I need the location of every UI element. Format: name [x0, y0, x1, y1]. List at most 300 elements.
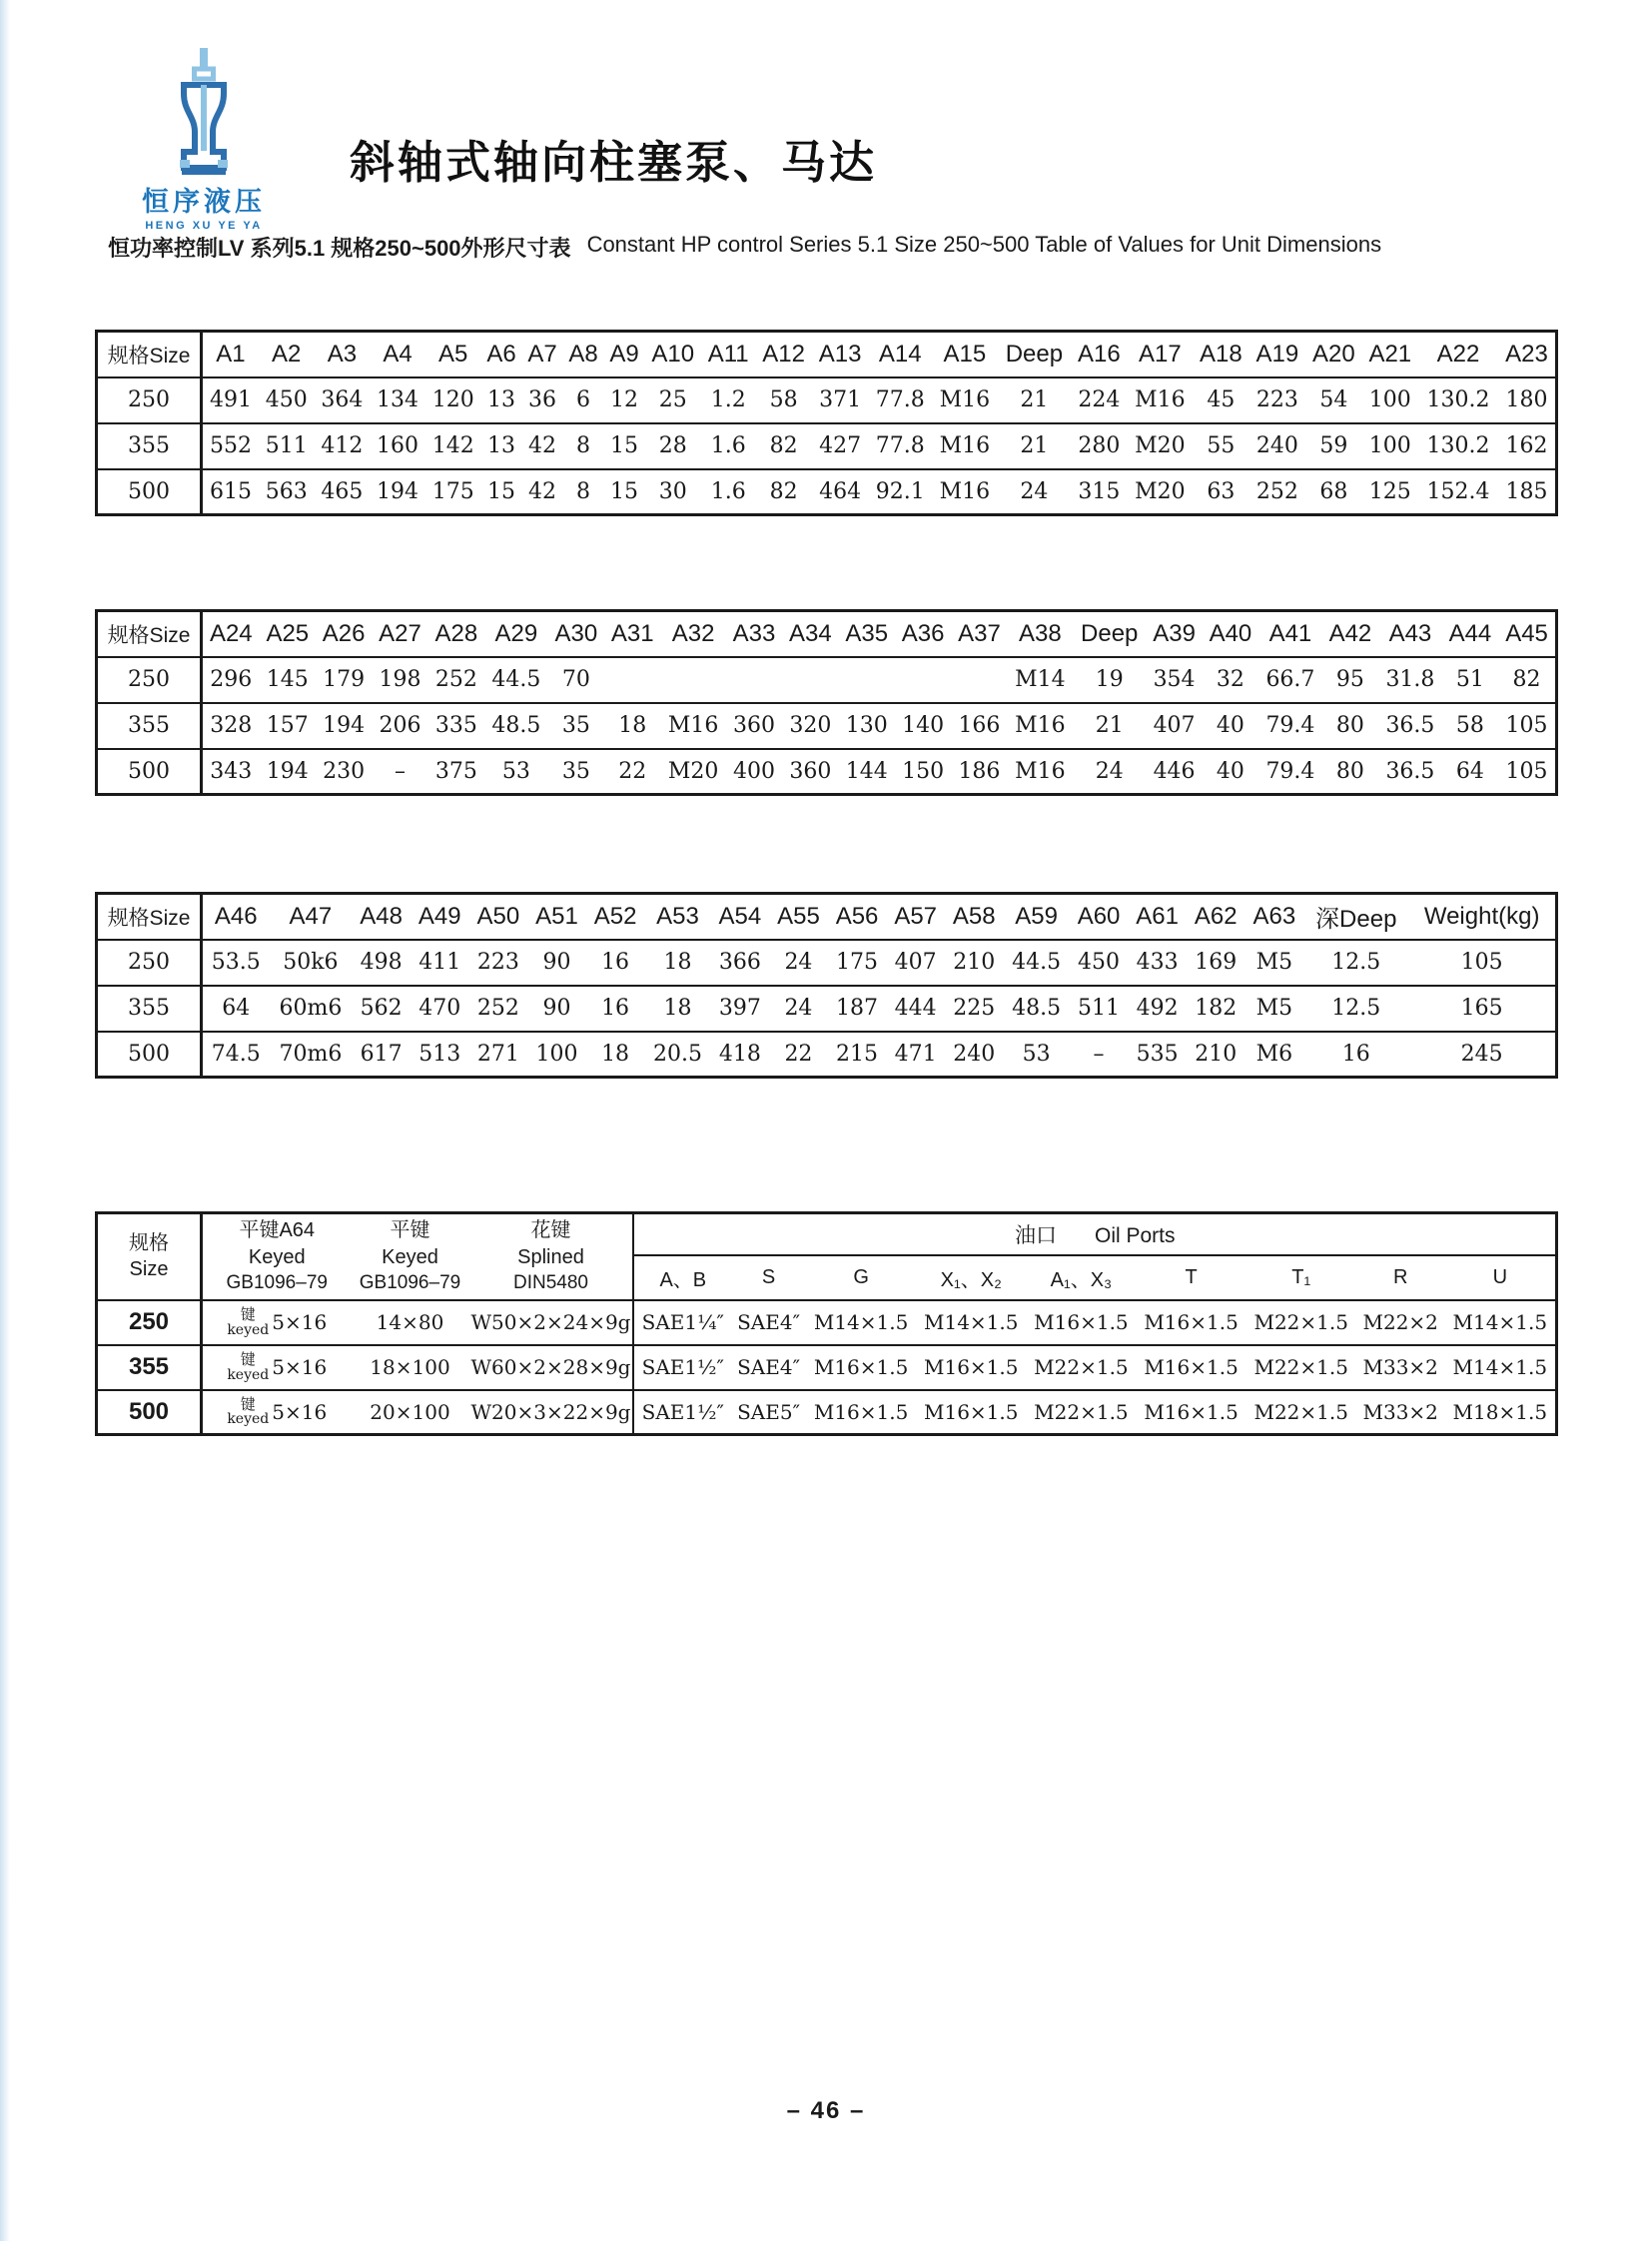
value-cell: 31.8 [1385, 667, 1435, 692]
key-label-stack [227, 1394, 270, 1428]
value-cell: 53 [501, 758, 530, 784]
column-header: A19 [1255, 340, 1299, 368]
header-row-1 [97, 1213, 1557, 1255]
value-cell: 427 [819, 433, 862, 458]
value-cell: 25 [658, 387, 687, 412]
value-cell: 55 [1207, 433, 1236, 458]
value-cell: 58 [1455, 713, 1484, 738]
value-cell: 498 [360, 950, 403, 975]
value-cell: 175 [431, 478, 474, 504]
key-header-std: DIN5480 [512, 1272, 588, 1294]
value-cell: 360 [789, 758, 832, 784]
value-cell: 1.6 [710, 478, 746, 504]
key-header-std: GB1096–79 [226, 1272, 328, 1294]
column-header: A5 [438, 340, 468, 368]
value-cell: 59 [1319, 433, 1348, 458]
keyed-cell: 18×100 [370, 1355, 450, 1379]
column-header: A53 [656, 902, 699, 930]
value-cell: 44.5 [491, 667, 541, 692]
value-cell: M16 [1135, 387, 1186, 412]
value-cell: 16 [601, 950, 630, 975]
value-cell: M16 [939, 433, 991, 458]
value-cell: 240 [953, 1041, 996, 1067]
value-cell: 366 [718, 950, 761, 975]
value-cell: 20.5 [652, 1041, 702, 1067]
value-cell: 48.5 [1012, 996, 1062, 1021]
value-cell: 144 [845, 758, 888, 784]
column-header: Deep [1005, 340, 1064, 368]
value-cell: M16 [667, 713, 719, 738]
port-value-cell: M14×1.5 [813, 1310, 909, 1334]
column-header: A12 [762, 340, 805, 368]
value-cell: 105 [1505, 713, 1548, 738]
value-cell: 450 [1078, 950, 1121, 975]
dimensions-table-3 [95, 892, 1558, 1079]
value-cell: 465 [321, 478, 364, 504]
column-header: A33 [732, 619, 776, 647]
value-cell: 194 [266, 758, 309, 784]
value-cell: 444 [894, 996, 937, 1021]
column-header: A22 [1436, 340, 1480, 368]
value-cell: 79.4 [1265, 758, 1315, 784]
value-cell: 166 [958, 713, 1001, 738]
port-column-header: T [1185, 1265, 1198, 1288]
value-cell: 45 [1207, 387, 1236, 412]
value-cell: 54 [1319, 387, 1348, 412]
column-header: Deep [1081, 619, 1139, 647]
value-cell: 252 [1255, 478, 1298, 504]
value-cell: 82 [769, 433, 798, 458]
port-value-cell: M16×1.5 [813, 1399, 909, 1424]
value-cell: 511 [265, 433, 308, 458]
size-column-header: 规格Size [97, 894, 202, 940]
key-label-stack [227, 1304, 270, 1338]
column-header: A59 [1015, 902, 1058, 930]
value-cell: 21 [1020, 433, 1049, 458]
column-header: A36 [901, 619, 945, 647]
column-header: A45 [1505, 619, 1548, 647]
column-header: A47 [289, 902, 333, 930]
size-column-header [97, 1213, 202, 1300]
value-cell: 19 [1095, 667, 1124, 692]
value-cell: 182 [1195, 996, 1238, 1021]
value-cell: M16 [939, 387, 991, 412]
value-cell: 615 [209, 478, 252, 504]
column-header: A44 [1448, 619, 1492, 647]
value-cell: 100 [1368, 433, 1411, 458]
column-header: A41 [1268, 619, 1312, 647]
key-column-header [469, 1213, 634, 1300]
keyed-cell: 14×80 [376, 1310, 444, 1334]
size-cell: 250 [97, 657, 202, 703]
column-header: A2 [272, 340, 302, 368]
value-cell: 64 [1455, 758, 1484, 784]
value-cell: 82 [769, 478, 798, 504]
value-cell: 470 [418, 996, 461, 1021]
value-cell: 206 [379, 713, 421, 738]
value-cell: 186 [958, 758, 1001, 784]
key-column-header [352, 1213, 469, 1300]
column-header: A38 [1018, 619, 1062, 647]
value-cell: 371 [819, 387, 862, 412]
key-header-en: Splined [517, 1245, 584, 1268]
column-header: A28 [434, 619, 478, 647]
key-column-header [202, 1213, 352, 1300]
value-cell: 90 [542, 950, 571, 975]
value-cell: 24 [784, 950, 813, 975]
size-cell: 250 [97, 940, 202, 986]
value-cell: 225 [953, 996, 996, 1021]
table-row [97, 469, 1557, 515]
port-value-cell: M33×2 [1362, 1399, 1438, 1424]
value-cell: 1.6 [710, 433, 746, 458]
value-cell: 179 [323, 667, 366, 692]
value-cell: 100 [535, 1041, 578, 1067]
key-header-en: Keyed [248, 1245, 306, 1268]
key-prefix-en: keyed [227, 1321, 270, 1338]
value-cell: 271 [476, 1041, 519, 1067]
size-column-header: 规格Size [97, 611, 202, 657]
value-cell: 80 [1335, 713, 1364, 738]
table-row [97, 1345, 1557, 1390]
column-header: 深Deep [1315, 906, 1397, 934]
port-value-cell: M16×1.5 [1144, 1355, 1239, 1379]
oil-ports-header [633, 1213, 1556, 1255]
port-value-cell: M16×1.5 [813, 1355, 909, 1379]
value-cell: 1.2 [710, 387, 746, 412]
value-cell: 18 [601, 1041, 630, 1067]
splined-cell: W50×2×24×9g [469, 1300, 634, 1345]
value-cell: M5 [1255, 996, 1293, 1021]
value-cell: 21 [1095, 713, 1124, 738]
port-column-header: A、B [659, 1268, 707, 1291]
column-header: A52 [593, 902, 637, 930]
port-value-cell: M16×1.5 [924, 1399, 1019, 1424]
column-header: A23 [1505, 340, 1548, 368]
column-header: A49 [417, 902, 461, 930]
column-header: A4 [383, 340, 413, 368]
port-value-cell: M14×1.5 [1452, 1310, 1548, 1334]
value-cell: 42 [528, 478, 557, 504]
value-cell: 24 [784, 996, 813, 1021]
value-cell: 375 [434, 758, 477, 784]
value-cell: 513 [418, 1041, 461, 1067]
value-cell: 95 [1335, 667, 1364, 692]
table-row [97, 703, 1557, 749]
value-cell: 36.5 [1385, 758, 1435, 784]
value-cell: 13 [487, 433, 516, 458]
dim-table-a46-a63 [95, 892, 1558, 1079]
value-cell: 42 [528, 433, 557, 458]
page-number: – 46 – [786, 2097, 866, 2124]
header-row [97, 611, 1557, 657]
key-header-en: Keyed [382, 1245, 438, 1268]
value-cell: 36.5 [1385, 713, 1435, 738]
value-cell: 130.2 [1426, 433, 1490, 458]
value-cell: 15 [487, 478, 516, 504]
value-cell: 16 [1341, 1041, 1370, 1067]
value-cell [951, 657, 1007, 703]
key-label-stack [227, 1349, 270, 1383]
value-cell: 130 [845, 713, 888, 738]
value-cell: 64 [222, 996, 251, 1021]
column-header: A40 [1209, 619, 1252, 647]
keyed-a64-cell [202, 1390, 352, 1435]
value-cell: 240 [1255, 433, 1298, 458]
value-cell: 491 [209, 387, 252, 412]
table-row [97, 749, 1557, 795]
value-cell: 315 [1078, 478, 1121, 504]
value-cell: 411 [418, 950, 461, 975]
value-cell: 198 [379, 667, 421, 692]
dimensions-table-2 [95, 609, 1558, 796]
port-column-header: S [761, 1265, 776, 1288]
hengxu-pump-logo-icon [154, 48, 254, 178]
value-cell: 150 [902, 758, 945, 784]
column-header: A56 [835, 902, 879, 930]
table-row [97, 1300, 1557, 1345]
key-prefix-cn: 键 [240, 1304, 256, 1323]
port-value-cell: SAE1½″ [641, 1355, 724, 1379]
table-row [97, 423, 1557, 469]
subtitle-cn: 恒功率控制LV 系列5.1 规格250~500外形尺寸表 [108, 236, 571, 261]
value-cell: 16 [601, 996, 630, 1021]
value-cell: 157 [266, 713, 309, 738]
value-cell: 60m6 [279, 996, 343, 1021]
value-cell: 40 [1216, 758, 1244, 784]
header-row [97, 332, 1557, 377]
table-row [97, 1032, 1557, 1078]
value-cell: 53 [1022, 1041, 1051, 1067]
value-cell: 12.5 [1331, 996, 1381, 1021]
column-header: A58 [952, 902, 996, 930]
value-cell: 18 [663, 950, 692, 975]
port-value-cell: SAE1¼″ [641, 1310, 724, 1334]
port-value-cell: M16×1.5 [1144, 1399, 1239, 1424]
value-cell [726, 657, 782, 703]
key-header-cn: 花键 [530, 1219, 571, 1242]
value-cell: 562 [360, 996, 403, 1021]
value-cell: 100 [1368, 387, 1411, 412]
value-cell: 105 [1460, 950, 1503, 975]
size-header-cn: 规格 [129, 1232, 169, 1255]
value-cell: 446 [1153, 758, 1196, 784]
column-header: A42 [1328, 619, 1372, 647]
value-cell: 80 [1335, 758, 1364, 784]
value-cell: 28 [658, 433, 687, 458]
column-header: A31 [610, 619, 654, 647]
port-value-cell: M16×1.5 [1144, 1310, 1239, 1334]
value-cell: 35 [561, 713, 590, 738]
value-cell: 48.5 [491, 713, 541, 738]
column-header: A10 [651, 340, 695, 368]
column-header: A50 [476, 902, 520, 930]
subtitle [108, 232, 1566, 263]
column-header: A46 [214, 902, 258, 930]
column-header: A37 [958, 619, 1001, 647]
column-header: A27 [379, 619, 421, 647]
value-cell: 296 [210, 667, 253, 692]
value-cell: 30 [658, 478, 687, 504]
value-cell: 450 [265, 387, 308, 412]
size-cell: 355 [97, 1345, 202, 1390]
value-cell: 407 [894, 950, 937, 975]
column-header: A57 [894, 902, 938, 930]
oil-ports-cn: 油口 [1014, 1223, 1057, 1247]
logo-cn-text: 恒序液压 [142, 187, 266, 217]
value-cell: 617 [360, 1041, 403, 1067]
port-value-cell: SAE4″ [737, 1355, 801, 1379]
value-cell: 563 [265, 478, 308, 504]
port-value-cell: M22×1.5 [1034, 1399, 1129, 1424]
value-cell: M16 [1015, 758, 1066, 784]
value-cell: 90 [542, 996, 571, 1021]
value-cell: 215 [836, 1041, 879, 1067]
value-cell: 51 [1455, 667, 1484, 692]
port-value-cell: SAE5″ [737, 1399, 801, 1424]
value-cell: 175 [836, 950, 879, 975]
value-cell: 252 [476, 996, 519, 1021]
value-cell: 82 [1512, 667, 1541, 692]
value-cell: 58 [769, 387, 798, 412]
port-column-header: R [1392, 1265, 1408, 1288]
column-header: A55 [777, 902, 820, 930]
value-cell: 210 [953, 950, 996, 975]
value-cell: 6 [576, 387, 591, 412]
column-header: A14 [878, 340, 922, 368]
value-cell: 418 [718, 1041, 761, 1067]
value-cell: 165 [1460, 996, 1503, 1021]
column-header: A3 [327, 340, 358, 368]
oil-ports-en: Oil Ports [1094, 1223, 1176, 1247]
column-header: A8 [568, 340, 598, 368]
value-cell [895, 657, 951, 703]
value-cell [839, 657, 895, 703]
size-cell: 250 [97, 377, 202, 423]
port-column-header: A₁、X₃ [1050, 1268, 1113, 1291]
size-header-en: Size [129, 1258, 169, 1281]
value-cell: 412 [321, 433, 364, 458]
value-cell: 335 [434, 713, 477, 738]
header-row [97, 894, 1557, 940]
value-cell: 21 [1020, 387, 1049, 412]
keyed-value: 5×16 [272, 1399, 328, 1424]
port-value-cell: M16×1.5 [1034, 1310, 1129, 1334]
value-cell: 12.5 [1331, 950, 1381, 975]
port-column-header: G [853, 1265, 869, 1288]
value-cell: 180 [1505, 387, 1548, 412]
value-cell: 40 [1216, 713, 1244, 738]
dim-table-a24-a45 [95, 609, 1558, 796]
column-header: A43 [1388, 619, 1432, 647]
value-cell: 53.5 [211, 950, 261, 975]
value-cell: 433 [1136, 950, 1179, 975]
value-cell: M20 [1135, 478, 1186, 504]
value-cell: 120 [431, 387, 474, 412]
column-header: A35 [845, 619, 889, 647]
port-value-cell: M16×1.5 [924, 1355, 1019, 1379]
value-cell: 79.4 [1265, 713, 1315, 738]
column-header: A9 [609, 340, 639, 368]
size-cell: 250 [97, 1300, 202, 1345]
column-header: A29 [494, 619, 538, 647]
column-header: A16 [1078, 340, 1121, 368]
value-cell: 230 [323, 758, 366, 784]
value-cell: 32 [1216, 667, 1244, 692]
value-cell: 24 [1020, 478, 1049, 504]
port-value-cell: M22×2 [1362, 1310, 1438, 1334]
value-cell: 400 [733, 758, 775, 784]
value-cell: 22 [618, 758, 647, 784]
table-row [97, 1390, 1557, 1435]
value-cell: 252 [434, 667, 477, 692]
value-cell: 535 [1136, 1041, 1179, 1067]
value-cell: 397 [718, 996, 761, 1021]
table-row [97, 986, 1557, 1032]
logo [106, 48, 302, 232]
value-cell: 18 [618, 713, 647, 738]
value-cell: 13 [487, 387, 516, 412]
value-cell: 50k6 [283, 950, 339, 975]
value-cell: 280 [1078, 433, 1121, 458]
value-cell: M16 [939, 478, 991, 504]
value-cell [604, 657, 660, 703]
value-cell: – [395, 758, 406, 784]
value-cell: 15 [610, 478, 639, 504]
column-header: A34 [789, 619, 832, 647]
shaft-oil-ports [95, 1211, 1558, 1436]
value-cell: M20 [667, 758, 719, 784]
value-cell: 92.1 [875, 478, 925, 504]
value-cell: 464 [819, 478, 862, 504]
value-cell: M5 [1255, 950, 1293, 975]
logo-en-text: HENG XU YE YA [145, 220, 263, 232]
size-cell: 355 [97, 703, 202, 749]
subtitle-en: Constant HP control Series 5.1 Size 250~500 Table of Values for Unit Dimensions [586, 232, 1382, 257]
value-cell: 223 [1255, 387, 1298, 412]
value-cell: – [1093, 1041, 1105, 1067]
table-row [97, 377, 1557, 423]
value-cell: M14 [1015, 667, 1066, 692]
value-cell: 328 [210, 713, 253, 738]
value-cell: 77.8 [875, 433, 925, 458]
value-cell: 471 [894, 1041, 937, 1067]
value-cell: 68 [1319, 478, 1348, 504]
column-header: A20 [1311, 340, 1355, 368]
keyed-a64-cell [202, 1300, 352, 1345]
port-value-cell: M22×1.5 [1034, 1355, 1129, 1379]
column-header: A25 [266, 619, 310, 647]
value-cell: 35 [561, 758, 590, 784]
value-cell: 320 [789, 713, 832, 738]
port-value-cell: M22×1.5 [1253, 1399, 1348, 1424]
column-header: A51 [535, 902, 578, 930]
size-cell: 355 [97, 423, 202, 469]
value-cell: 145 [266, 667, 309, 692]
keyed-a64-cell [202, 1345, 352, 1390]
value-cell: 8 [576, 433, 591, 458]
column-header: A60 [1077, 902, 1121, 930]
value-cell: 130.2 [1426, 387, 1490, 412]
key-prefix-en: keyed [227, 1411, 270, 1428]
size-cell: 500 [97, 1032, 202, 1078]
value-cell: 152.4 [1426, 478, 1490, 504]
page-title: 斜轴式轴向柱塞泵、马达 [350, 137, 878, 188]
key-header-std: GB1096–79 [359, 1272, 461, 1294]
table-row [97, 657, 1557, 703]
value-cell: 364 [321, 387, 364, 412]
size-cell: 355 [97, 986, 202, 1032]
